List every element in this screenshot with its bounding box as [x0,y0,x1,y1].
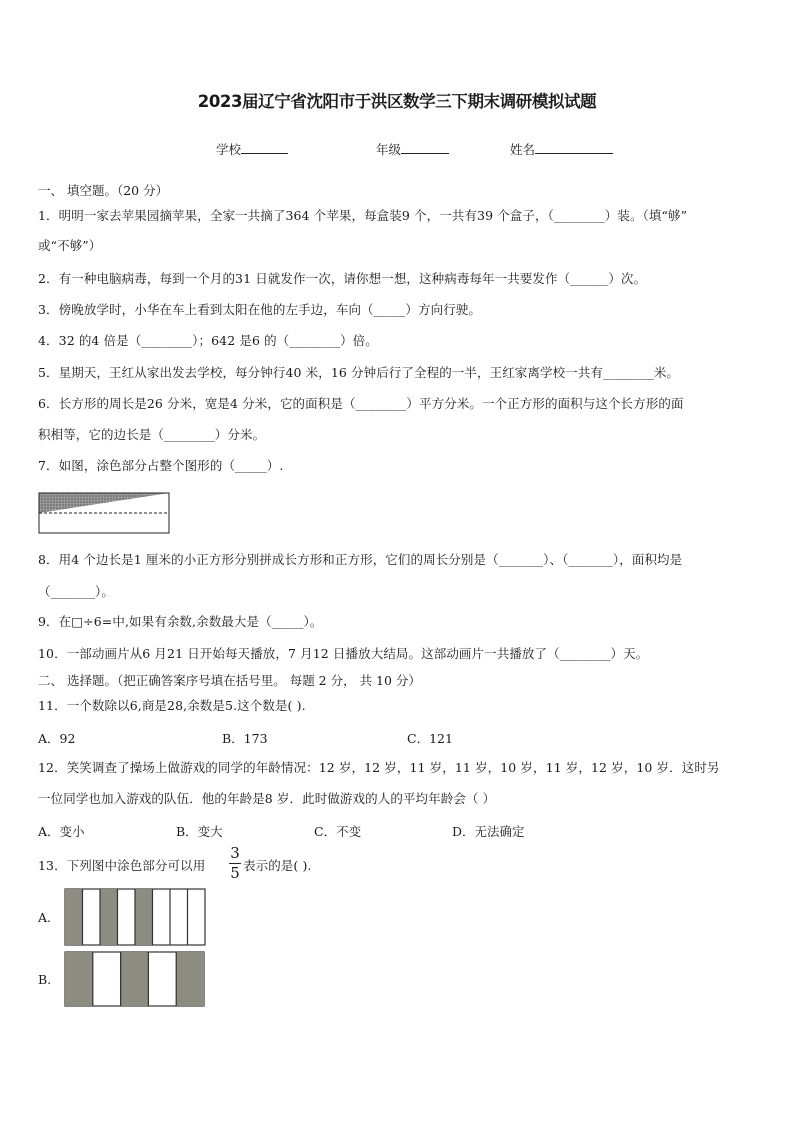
school-field [216,140,288,158]
name-blank[interactable] [535,140,613,154]
q12-option-d[interactable]: D．无法确定 [452,824,525,839]
question-4: 4．32 的4 倍是（________）；642 是6 的（________）倍。 [38,333,378,348]
shaded-triangle [39,493,169,513]
shaded-strip [176,952,204,1006]
question-6-line-2: 积相等，它的边长是（________）分米。 [38,427,266,442]
question-9: 9．在□÷6=中,如果有余数,余数最大是（_____）。 [38,614,323,629]
name-field [510,140,613,158]
fraction-denominator: 5 [230,864,240,882]
question-1-line-1: 1．明明一家去苹果园摘苹果，全家一共摘了364 个苹果，每盒装9 个，一共有39 个盒子，（________）装。（填“够” [38,208,688,223]
question-5: 5．星期天，王红从家出发去学校，每分钟行40 米，16 分钟后行了全程的一半，王红家离学校一共有________米。 [38,365,680,380]
q11-option-c[interactable]: C．121 [407,731,453,746]
shaded-strip [100,889,118,945]
section-multiple-choice: 二、 选择题。（把正确答案序号填在括号里。 每题 2 分， 共 10 分） [38,673,421,688]
shaded-strip [65,952,93,1006]
q13-option-b-label[interactable]: B. [38,972,52,987]
section-fill-in: 一、 填空题。（20 分） [38,183,169,198]
question-11: 11．一个数除以6,商是28,余数是5.这个数是( ). [38,698,306,713]
q13-option-a-label[interactable]: A. [38,910,52,925]
q13-option-b-figure[interactable] [64,951,205,1007]
q11-option-a[interactable]: A．92 [38,731,76,746]
question-8-line-1: 8．用4 个边长是1 厘米的小正方形分别拼成长方形和正方形，它们的周长分别是（_______）、（_______），面积均是 [38,552,683,567]
q12-option-c[interactable]: C．不变 [314,824,362,839]
question-12-line-1: 12．笑笑调查了操场上做游戏的同学的年龄情况：12 岁，12 岁，11 岁，11 岁，10 岁，11 岁，12 岁，10 岁．这时另 [38,760,720,775]
question-13-prefix: 13．下列图中涂色部分可以用 [38,858,206,873]
fraction-three-fifths [229,846,241,881]
question-6-line-1: 6．长方形的周长是26 分米，宽是4 分米，它的面积是（________）平方分米。一个正方形的面积与这个长方形的面 [38,396,684,411]
grade-blank[interactable] [401,140,449,154]
grade-field [376,140,449,158]
question-12-line-2: 一位同学也加入游戏的队伍．他的年龄是8 岁．此时做游戏的人的平均年龄会（ ） [38,791,496,806]
question-1-line-2: 或“不够”） [38,238,102,253]
page-title: 2023届辽宁省沈阳市于洪区数学三下期末调研模拟试题 [197,92,597,111]
shaded-strip [121,952,149,1006]
question-8-line-2: （_______）。 [38,584,115,599]
q13-option-a-figure[interactable] [64,888,206,946]
school-label: 学校 [216,142,242,157]
shaded-strip [65,889,83,945]
q12-option-b[interactable]: B．变大 [176,824,223,839]
question-10: 10．一部动画片从6 月21 日开始每天播放，7 月12 日播放大结局。这部动画片一共播放了（________）天。 [38,646,649,661]
question-2: 2．有一种电脑病毒，每到一个月的31 日就发作一次，请你想一想，这种病毒每年一共要发作（______）次。 [38,271,647,286]
grade-label: 年级 [376,142,402,157]
question-3: 3．傍晚放学时，小华在车上看到太阳在他的左手边，车向（_____）方向行驶。 [38,302,482,317]
school-blank[interactable] [241,140,288,154]
fraction-numerator: 3 [230,844,240,862]
name-label: 姓名 [510,142,536,157]
question-7: 7．如图，涂色部分占整个图形的（_____）. [38,458,284,473]
question-13-suffix: 表示的是( ). [243,858,312,873]
question-7-figure [38,492,171,534]
shaded-strip [135,889,153,945]
q11-option-b[interactable]: B．173 [222,731,268,746]
q12-option-a[interactable]: A．变小 [38,824,85,839]
